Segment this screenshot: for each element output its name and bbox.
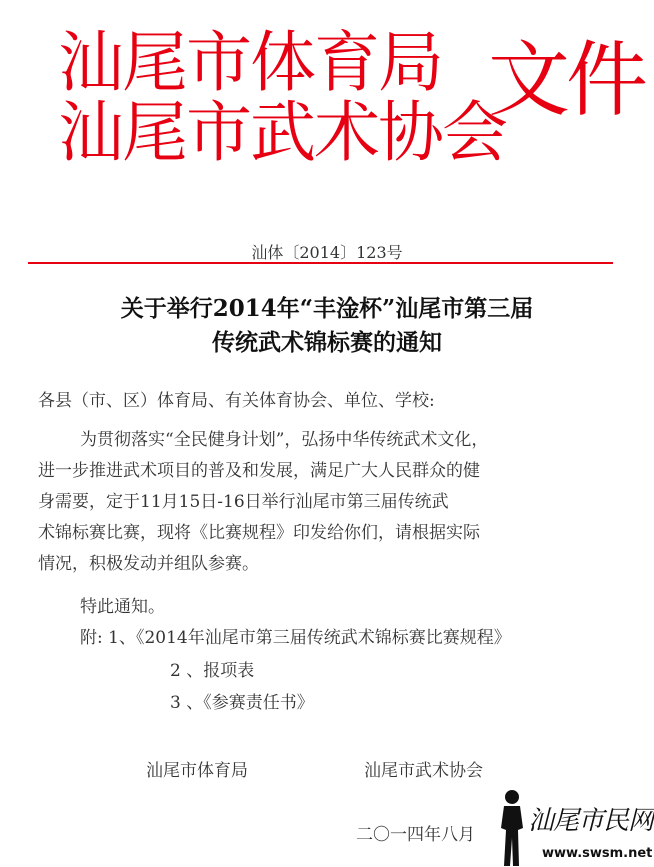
person-silhouette-icon	[492, 788, 532, 867]
issue-date: 二〇一四年八月	[356, 825, 475, 845]
issuer-line-1: 汕尾市体育局	[58, 24, 442, 101]
document-label: 文件	[488, 33, 645, 128]
title-line-1: 关于举行2014年“丰淦杯”汕尾市第三届	[120, 295, 534, 322]
document-number: 汕体〔2014〕123号	[251, 243, 403, 262]
attachment-item: 3 、《参赛责任书》	[170, 693, 314, 713]
watermark-brand: 汕尾市民网	[528, 806, 654, 836]
signature-sports-bureau: 汕尾市体育局	[146, 761, 248, 781]
paragraph-line: 身需要，定于11月15日-16日举行汕尾市第三届传统武	[38, 492, 449, 512]
site-watermark	[492, 788, 654, 867]
red-divider	[28, 262, 613, 264]
paragraph-line: 术锦标赛比赛，现将《比赛规程》印发给你们，请根据实际	[38, 523, 480, 543]
paragraph-line: 进一步推进武术项目的普及和发展，满足广大人民群众的健	[38, 461, 480, 481]
issuer-line-2: 汕尾市武术协会	[58, 94, 506, 171]
paragraph-line: 情况，积极发动并组队参赛。	[38, 554, 259, 574]
paragraph-line: 为贯彻落实“全民健身计划”，弘扬中华传统武术文化，	[80, 430, 489, 450]
signature-wushu-association: 汕尾市武术协会	[364, 761, 483, 781]
salutation: 各县（市、区）体育局、有关体育协会、单位、学校:	[38, 391, 435, 411]
attachment-item: 2 、报项表	[170, 661, 255, 681]
closing-notice: 特此通知。	[80, 597, 165, 617]
watermark-url: www.swsm.net	[542, 846, 653, 861]
attachment-item: 附: 1、《2014年汕尾市第三届传统武术锦标赛比赛规程》	[80, 628, 511, 648]
title-line-2: 传统武术锦标赛的通知	[212, 329, 442, 356]
